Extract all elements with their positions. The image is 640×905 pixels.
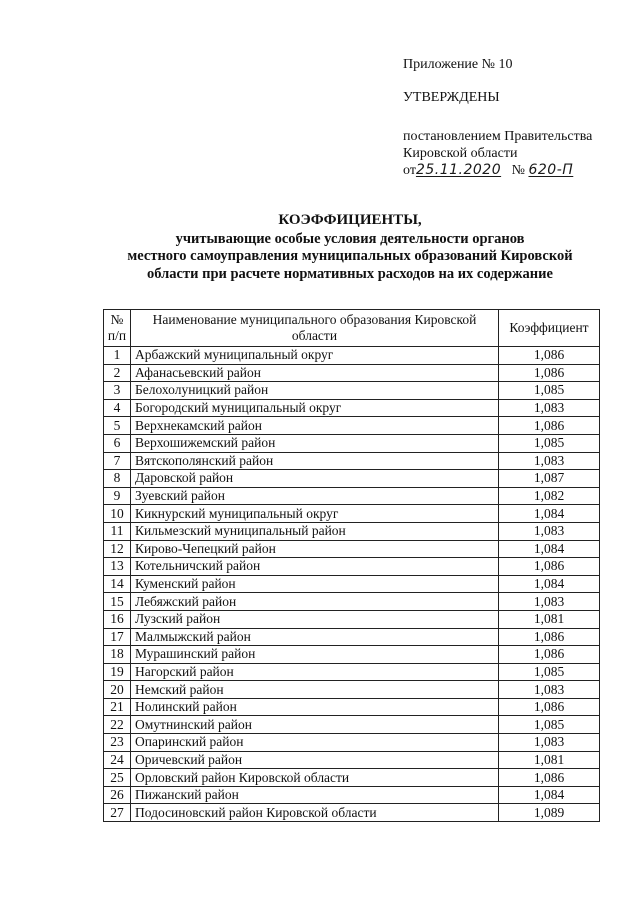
table-row [104,505,600,523]
row-name: Верхнекамский район [131,417,499,435]
table-row [104,610,600,628]
row-number: 15 [104,593,131,611]
table-row [104,522,600,540]
table-row [104,751,600,769]
row-number: 7 [104,452,131,470]
decree-line-2: Кировской области [403,146,518,161]
title-line-2: местного самоуправления муниципальных образований Кировской [127,248,573,264]
table-row [104,540,600,558]
table-row [104,734,600,752]
table-row [104,452,600,470]
table-row [104,347,600,365]
from-prefix: от [403,163,416,178]
table-row [104,470,600,488]
row-name: Верхошижемский район [131,434,499,452]
row-coefficient: 1,086 [499,628,600,646]
table-header-row [104,310,600,347]
table-row [104,698,600,716]
row-coefficient: 1,083 [499,399,600,417]
table-row [104,804,600,822]
row-number: 4 [104,399,131,417]
row-name: Кирово-Чепецкий район [131,540,499,558]
row-name: Богородский муниципальный округ [131,399,499,417]
title-main: КОЭФФИЦИЕНТЫ, [278,212,422,228]
row-coefficient: 1,086 [499,558,600,576]
row-name: Лузский район [131,610,499,628]
row-name: Даровской район [131,470,499,488]
approval-block [403,56,628,179]
row-number: 5 [104,417,131,435]
row-number: 2 [104,364,131,382]
row-number: 1 [104,347,131,365]
row-name: Нолинский район [131,698,499,716]
row-number: 17 [104,628,131,646]
table-row [104,399,600,417]
row-coefficient: 1,082 [499,487,600,505]
row-name: Подосиновский район Кировской области [131,804,499,822]
row-coefficient: 1,085 [499,663,600,681]
table-row [104,628,600,646]
row-number: 18 [104,646,131,664]
row-name: Пижанский район [131,786,499,804]
row-name: Вятскополянский район [131,452,499,470]
table-row [104,575,600,593]
row-name: Орловский район Кировской области [131,769,499,787]
row-number: 23 [104,734,131,752]
table-row [104,417,600,435]
row-number: 13 [104,558,131,576]
table-row [104,593,600,611]
row-name: Котельничский район [131,558,499,576]
row-number: 26 [104,786,131,804]
coefficients-table [103,309,600,822]
row-coefficient: 1,086 [499,347,600,365]
row-coefficient: 1,083 [499,681,600,699]
row-name: Зуевский район [131,487,499,505]
row-coefficient: 1,086 [499,769,600,787]
header-coef: Коэффициент [499,310,600,347]
row-number: 22 [104,716,131,734]
row-coefficient: 1,084 [499,540,600,558]
table-row [104,434,600,452]
table-body [104,347,600,822]
row-coefficient: 1,083 [499,522,600,540]
row-number: 19 [104,663,131,681]
row-number: 16 [104,610,131,628]
row-coefficient: 1,085 [499,382,600,400]
row-name: Немский район [131,681,499,699]
row-number: 25 [104,769,131,787]
row-number: 6 [104,434,131,452]
row-coefficient: 1,085 [499,434,600,452]
row-name: Омутнинский район [131,716,499,734]
row-name: Малмыжский район [131,628,499,646]
row-name: Опаринский район [131,734,499,752]
title-line-3: области при расчете нормативных расходов на их содержание [147,265,553,282]
row-coefficient: 1,084 [499,575,600,593]
table-row [104,646,600,664]
decree-date: 25.11.2020 [415,162,502,178]
row-coefficient: 1,089 [499,804,600,822]
row-coefficient: 1,081 [499,610,600,628]
table-row [104,769,600,787]
row-number: 27 [104,804,131,822]
table-row [104,382,600,400]
table-row [104,663,600,681]
row-number: 8 [104,470,131,488]
row-name: Мурашинский район [131,646,499,664]
table-row [104,487,600,505]
title-line-1: учитывающие особые условия деятельности органов [175,230,525,247]
row-name: Оричевский район [131,751,499,769]
table-row [104,716,600,734]
table-row [104,786,600,804]
row-coefficient: 1,085 [499,716,600,734]
appendix-label: Приложение № 10 [403,57,513,72]
row-name: Афанасьевский район [131,364,499,382]
row-name: Белохолуницкий район [131,382,499,400]
row-number: 11 [104,522,131,540]
row-coefficient: 1,086 [499,417,600,435]
row-coefficient: 1,086 [499,698,600,716]
row-coefficient: 1,086 [499,364,600,382]
row-number: 3 [104,382,131,400]
row-number: 9 [104,487,131,505]
row-name: Кикнурский муниципальный округ [131,505,499,523]
row-coefficient: 1,081 [499,751,600,769]
row-number: 24 [104,751,131,769]
row-number: 12 [104,540,131,558]
approved-label: УТВЕРЖДЕНЫ [403,90,500,105]
row-coefficient: 1,083 [499,452,600,470]
row-coefficient: 1,083 [499,734,600,752]
header-num: № п/п [104,310,131,347]
header-name: Наименование муниципального образования Кировской области [131,310,499,347]
table-row [104,681,600,699]
row-name: Лебяжский район [131,593,499,611]
row-coefficient: 1,087 [499,470,600,488]
table-row [104,558,600,576]
row-coefficient: 1,083 [499,593,600,611]
row-coefficient: 1,084 [499,786,600,804]
row-number: 20 [104,681,131,699]
row-name: Кильмезский муниципальный район [131,522,499,540]
row-name: Арбажский муниципальный округ [131,347,499,365]
number-prefix: № [511,163,525,178]
row-number: 21 [104,698,131,716]
row-coefficient: 1,086 [499,646,600,664]
decree-number: 620-П [528,162,574,178]
decree-date-line [403,162,628,179]
table-row [104,364,600,382]
row-number: 10 [104,505,131,523]
row-name: Нагорский район [131,663,499,681]
decree-line-1: постановлением Правительства [403,129,593,144]
row-coefficient: 1,084 [499,505,600,523]
row-number: 14 [104,575,131,593]
document-title [90,212,610,283]
row-name: Куменский район [131,575,499,593]
